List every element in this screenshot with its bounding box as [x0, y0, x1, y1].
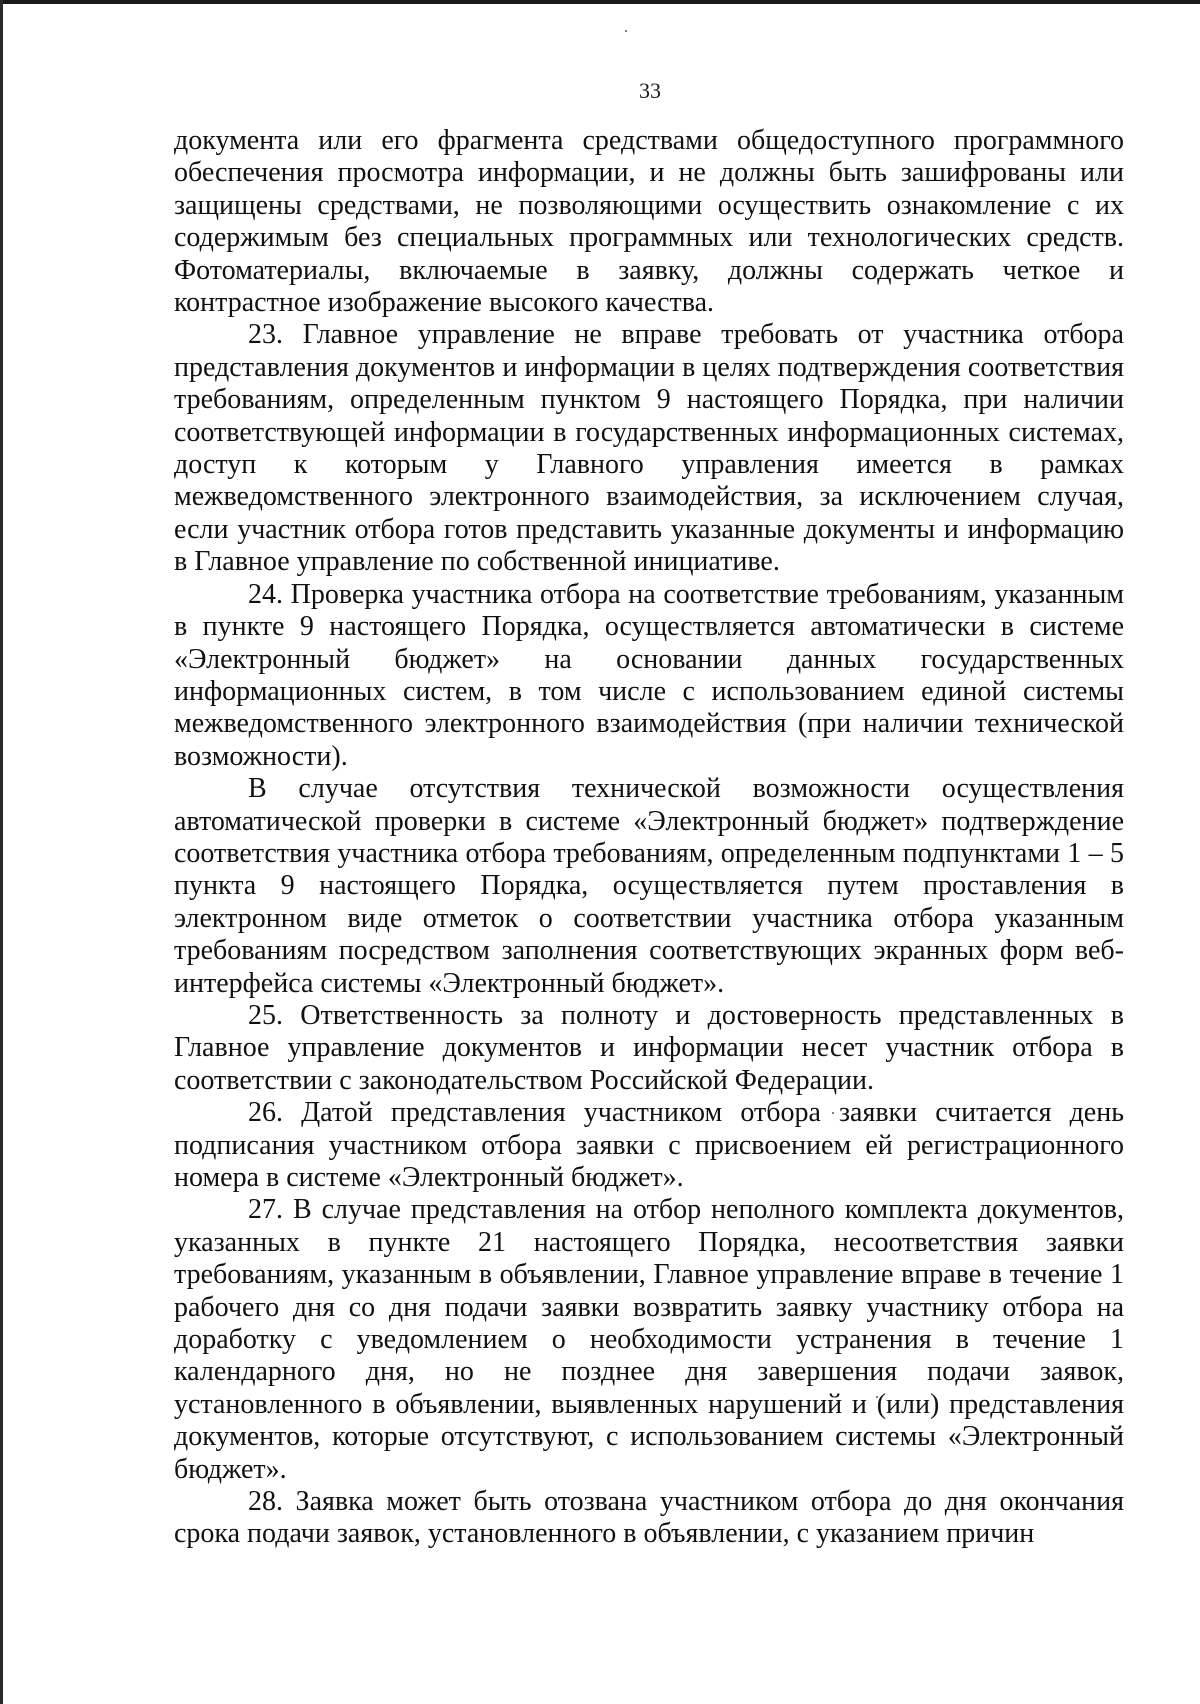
- paragraph-27: 27. В случае представления на отбор неполного комплекта документов, указанных в пункте 21 настоящего Порядка, несоответствия заявки требованиям, указанным в объявлении, Главное управление вправе в течение 1 рабочего дня со дня подачи заявки возвратить заявку участнику отбора на доработку с уведомлением о необходимости устранения в течение 1 календарного дня, но не позднее дня завершения подачи заявок, установленного в объявлении, выявленных нарушений и (или) представления документов, которые отсутствуют, с использованием системы «Электронный бюджет».: [174, 1194, 1124, 1485]
- paragraph-continuation: документа или его фрагмента средствами общедоступного программного обеспечения просмотра информации, и не должны быть зашифрованы или защищены средствами, не позволяющими осуществить ознакомление с их содержимым без специальных программных или технологических средств. Фотоматериалы, включаемые в заявку, должны содержать четкое и контрастное изображение высокого качества.: [174, 125, 1124, 319]
- document-body: [174, 125, 1124, 1551]
- scan-border-top: [0, 0, 1200, 4]
- paragraph-26: 26. Датой представления участником отбора заявки считается день подписания участником отбора заявки с присвоением ей регистрационного номера в системе «Электронный бюджет».: [174, 1097, 1124, 1193]
- paragraph-28: 28. Заявка может быть отозвана участником отбора до дня окончания срока подачи заявок, установленного в объявлении, с указанием причин: [174, 1486, 1124, 1550]
- scan-speck: [625, 30, 627, 32]
- page-number: 33: [639, 78, 661, 103]
- paragraph-25: 25. Ответственность за полноту и достоверность представленных в Главное управление документов и информации несет участник отбора в соответствии с законодательством Российской Федерации.: [174, 999, 1124, 1096]
- scan-border-left: [0, 0, 3, 1704]
- paragraph-24: 24. Проверка участника отбора на соответствие требованиям, указанным в пункте 9 настоящего Порядка, осуществляется автоматически в системе «Электронный бюджет» на основании данных государственных информационных систем, в том числе с использованием единой системы межведомственного электронного взаимодействия (при наличии технической возможности).: [174, 578, 1124, 772]
- paragraph-24-continued: В случае отсутствия технической возможности осуществления автоматической проверки в системе «Электронный бюджет» подтверждение соответствия участника отбора требованиям, определенным подпунктами 1 – 5 пункта 9 настоящего Порядка, осуществляется путем проставления в электронном виде отметок о соответствии участника отбора указанным требованиям посредством заполнения соответствующих экранных форм веб-интерфейса системы «Электронный бюджет».: [174, 773, 1124, 999]
- paragraph-23: 23. Главное управление не вправе требовать от участника отбора представления документов и информации в целях подтверждения соответствия требованиям, определенным пунктом 9 настоящего Порядка, при наличии соответствующей информации в государственных информационных системах, доступ к которым у Главного управления имеется в рамках межведомственного электронного взаимодействия, за исключением случая, если участник отбора готов представить указанные документы и информацию в Главное управление по собственной инициативе.: [174, 319, 1124, 578]
